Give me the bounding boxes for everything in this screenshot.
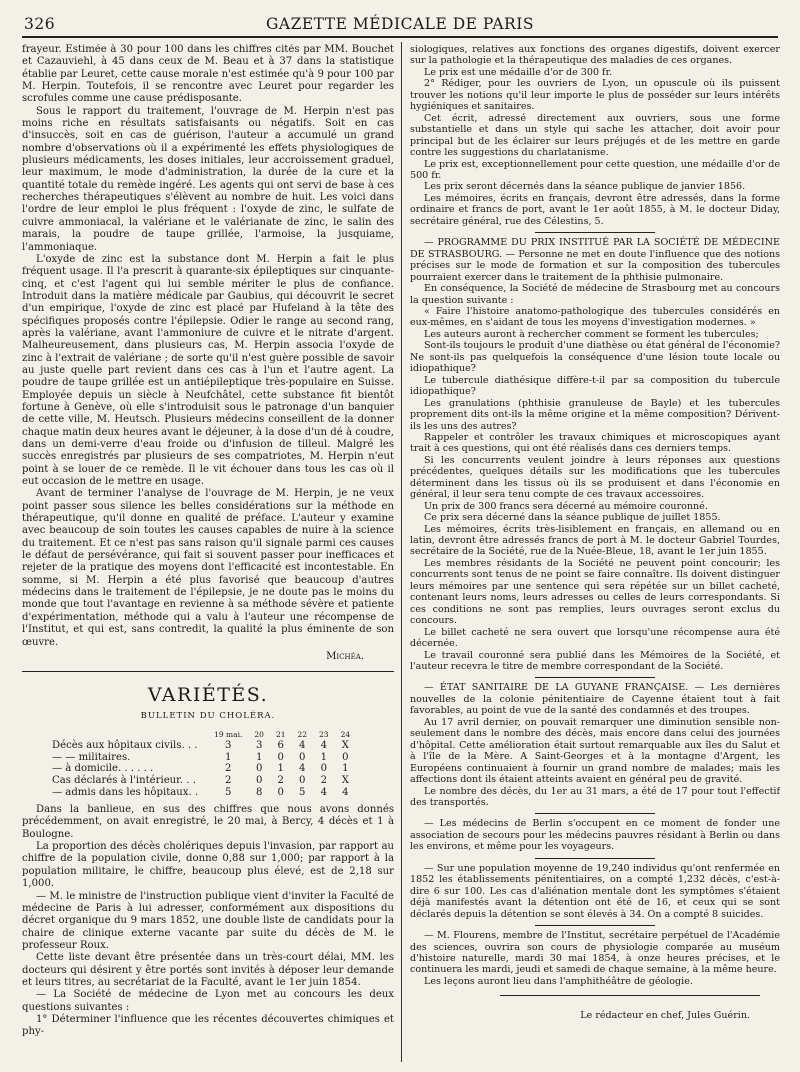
paragraph: En conséquence, la Société de médecine de Strasbourg met au concours la question suivante : bbox=[410, 283, 780, 306]
table-cell: 2 bbox=[277, 774, 284, 786]
paragraph: Avant de terminer l'analyse de l'ouvrage de M. Herpin, je ne veux point passer sous silence les belles considérations sur la méthode en thérapeutique, qu'il donne en qualité de préface. L'auteur y examine avec beaucoup de soin toutes les causes capables de nuire à la science du traitement. Et ce n'est pas sans raison qu'il signale parmi ces causes le défaut de persévérance, qui fait si souvent passer pour inefficaces et rejeter de la pratique des moyens dont l'efficacité est incontestable. En somme, si M. Herpin a été plus favorisé que beaucoup d'autres médecins dans le traitement de l'épilepsie, je ne doute pas le moins du monde que tout l'avantage en revienne à sa méthode sévère et patiente d'expérimentation, méthode qui a valu à l'auteur une récompense de l'Institut, et qui est, sans contredit, la qualité la plus éminente de son œuvre. bbox=[22, 488, 394, 648]
paragraph: — M. Flourens, membre de l'Institut, secrétaire perpétuel de l'Académie des sciences, ouvrira son cours de physiologie comparée au muséum d'histoire naturelle, mardi 30 mai 1854, à onze heures précises, et le continuera les mardi, jeudi et samedi de chaque semaine, à la même heure. bbox=[410, 930, 780, 976]
paragraph: Les mémoires, écrits très-lisiblement en français, en allemand ou en latin, devront être adressés francs de port à M. le docteur Gabriel Tourdes, secrétaire de la Société, rue de la Nuée-Bleue, 18, avant le 1er juin 1855. bbox=[410, 523, 780, 558]
table-cell: 1 bbox=[277, 763, 284, 775]
cholera-table bbox=[52, 729, 356, 799]
table-cell: 2 bbox=[320, 774, 328, 786]
paragraph: Sous le rapport du traitement, l'ouvrage de M. Herpin n'est pas moins riche en résultats satisfaisants ou négatifs. Soit en cas d'insuccès, soit en cas de guérison, l'auteur a accumulé un grand nombre d'observations où il a expérimenté les effets physiologiques de plusieurs médicaments, les doses initiales, leur accroissement graduel, leur maximum, le mode d'administration, la durée de la cure et la quantité totale du remède ingéré. Les agents qui ont servi de base à ces recherches thérapeutiques s'élèvent au nombre de huit. Les voici dans l'ordre de leur emploi le plus fréquent : l'oxyde de zinc, le sulfate de cuivre ammoniacal, la valériane et le valérianate de zinc, le salin des marais, la poudre de taupe grillée, l'armoise, la jusquiame, l'ammoniaque. bbox=[22, 105, 394, 253]
cholera-column-header: 19 mai. bbox=[214, 729, 243, 739]
paragraph: Ce prix sera décerné dans la séance publique de juillet 1855. bbox=[424, 512, 721, 524]
editor-rule bbox=[500, 995, 760, 996]
varietes-heading: VARIÉTÉS. bbox=[147, 684, 269, 707]
table-cell: 3 bbox=[255, 740, 263, 752]
short-rule bbox=[535, 232, 655, 233]
table-cell: 0 bbox=[320, 763, 328, 775]
short-rule bbox=[535, 813, 655, 814]
journal-title: GAZETTE MÉDICALE DE PARIS bbox=[266, 15, 534, 33]
table-cell: 5 bbox=[299, 786, 306, 798]
paragraph: Le travail couronné sera publié dans les Mémoires de la Société, et l'auteur recevra le titre de membre correspondant de la Société. bbox=[410, 649, 780, 673]
paragraph: — La Société de médecine de Lyon met au concours les deux questions suivantes : bbox=[22, 989, 394, 1013]
paragraph: Cet écrit, adressé directement aux ouvriers, sous une forme substantielle et dans un style qui sache les attacher, doit avoir pour principal but de les éclairer sur leurs préjugés et de les mettre en garde contre les suggestions du charlatanisme. bbox=[410, 112, 780, 159]
paragraph: — ÉTAT SANITAIRE DE LA GUYANE FRANÇAISE. — Les dernières nouvelles de la colonie pénitentiaire de Cayenne étaient tout à fait favorables, au point de vue de la santé des condamnés et des troupes. bbox=[410, 682, 780, 717]
article-herpin-review bbox=[22, 44, 394, 649]
paragraph: Sont-ils toujours le produit d'une diathèse ou état général de l'économie? Ne sont-ils pas quelquefois la conséquence d'une lésion toute locale ou idiopathique? bbox=[410, 340, 780, 375]
row-label: — à domicile. . . . . . bbox=[52, 763, 154, 775]
cholera-column-header: 21 bbox=[275, 729, 286, 739]
paragraph: Le prix est une médaille d'or de 300 fr. bbox=[424, 66, 613, 78]
paragraph: Le tubercule diathésique diffère-t-il par sa composition du tubercule idiopathique? bbox=[410, 374, 780, 398]
paragraph: siologiques, relatives aux fonctions des organes digestifs, doivent exercer sur la pathologie et la thérapeutique des maladies de ces organes. bbox=[410, 44, 780, 67]
table-row bbox=[52, 787, 356, 799]
paragraph: Un prix de 300 francs sera décerné au mémoire couronné. bbox=[424, 500, 708, 512]
cholera-column-header: 23 bbox=[319, 729, 329, 739]
table-cell: 4 bbox=[320, 740, 328, 752]
paragraph: Les membres résidants de la Société ne peuvent point concourir; les concurrents sont tenus de ne point se faire connaître. Ils doivent distinguer leurs mémoires par une sentence qui sera répétée sur un billet cacheté, contenant leurs noms, leurs adresses ou celles de leurs correspondants. Si ces conditions ne sont pas remplies, leurs ouvrages seront exclus du concours. bbox=[410, 557, 780, 627]
short-rule bbox=[535, 925, 655, 926]
paragraph: La proportion des décès cholériques depuis l'invasion, par rapport au chiffre de la population civile, donne 0,88 sur 1,000; par rapport à la population militaire, le chiffre, beaucoup plus élevé, est de 2,18 sur 1,000. bbox=[22, 841, 394, 890]
paragraph: Si les concurrents veulent joindre à leurs réponses aux questions précédentes, quelques détails sur les modifications que les tubercules déterminent dans les tissus où ils se produisent et dans l'économie en général, il leur sera tenu compte de ces travaux accessoires. bbox=[410, 454, 780, 501]
table-cell: 0 bbox=[299, 774, 306, 786]
row-label: — admis dans les hôpitaux. . bbox=[52, 786, 199, 798]
paragraph: frayeur. Estimée à 30 pour 100 dans les chiffres cités par MM. Bouchet et Cazauviehl, à 45 dans ceux de M. Beau et à 37 dans la statistique établie par Leuret, cette cause morale n'est estimée qu'à 9 pour 100 par M. Herpin. Toutefois, il se rencontre avec Leuret pour regarder les scrofules comme une cause prédisposante. bbox=[22, 44, 394, 105]
short-rule bbox=[535, 677, 655, 678]
row-label: — — militaires. bbox=[52, 751, 131, 763]
strasbourg-program bbox=[410, 237, 780, 672]
column-divider bbox=[401, 42, 402, 1062]
paragraph: Le nombre des décès, du 1er au 31 mars, a été de 17 pour tout l'effectif des transportés. bbox=[410, 785, 780, 808]
paragraph: « Faire l'histoire anatomo-pathologique des tubercules considérés en eux-mêmes, en s'aidant de tous les moyens d'investigation modernes. » bbox=[410, 305, 780, 329]
short-rule bbox=[535, 858, 655, 859]
table-cell: 1 bbox=[255, 751, 263, 763]
table-cell: 3 bbox=[225, 740, 232, 752]
table-cell: 0 bbox=[299, 751, 306, 763]
bulletin-heading: BULLETIN DU CHOLÉRA. bbox=[140, 711, 276, 722]
varietes-news bbox=[22, 804, 394, 1039]
editor-signature: Le rédacteur en chef, Jules Guérin. bbox=[580, 1010, 750, 1022]
row-label: Cas déclarés à l'intérieur. . . bbox=[52, 774, 196, 786]
table-cell: 0 bbox=[255, 763, 263, 775]
table-cell: 5 bbox=[225, 786, 232, 798]
paragraph: Au 17 avril dernier, on pouvait remarquer une diminution sensible non-seulement dans le nombre des décès, mais encore dans celui des journées d'hôpital. Cette amélioration était surtout remarquable aux îles du Salut et à l'île de la Mère. A Saint-Georges et à la montagne d'Argent, les Européens continuaient à fournir un grand nombre de malades; mais les affections dont ils étaient atteints avaient en général peu de gravité. bbox=[410, 716, 780, 786]
author-signature: Michéa. bbox=[326, 650, 364, 662]
table-cell: 0 bbox=[342, 751, 349, 763]
paragraph: Le prix est, exceptionnellement pour cette question, une médaille d'or de 500 fr. bbox=[410, 158, 780, 181]
paragraph: Les granulations (phthisie granuleuse de Bayle) et les tubercules proprement dits ont-ils la même origine et la même composition? Dérivent-ils les uns des autres? bbox=[410, 397, 780, 432]
paragraph: Les auteurs auront à rechercher comment se forment les tubercules; bbox=[424, 328, 759, 340]
table-cell: 0 bbox=[255, 774, 263, 786]
paragraph: Les mémoires, écrits en français, devront être adressés, dans la forme ordinaire et francs de port, avant le 1er août 1855, à M. le docteur Diday, secrétaire général, rue des Célestins, 5. bbox=[410, 192, 780, 227]
lyon-competition bbox=[410, 44, 780, 227]
paragraph: Cette liste devant être présentée dans un très-court délai, MM. les docteurs qui désirent y être portés sont invités à déposer leur demande et leurs titres, au secrétariat de la Faculté, avant le 1er juin 1854. bbox=[22, 952, 394, 988]
table-cell: 4 bbox=[299, 763, 306, 775]
paragraph: — PROGRAMME DU PRIX INSTITUÉ PAR LA SOCIÉTÉ DE MÉDECINE DE STRASBOURG. — Personne ne met en doute l'influence que des notions précises sur le mode de formation et sur la composition des tubercules pourraient exercer dans le traitement de la phthisie pulmonaire. bbox=[410, 237, 780, 283]
cholera-table-header bbox=[52, 729, 356, 741]
flourens-course bbox=[410, 930, 780, 987]
table-row bbox=[52, 740, 356, 752]
guyane-health bbox=[410, 682, 780, 808]
paragraph: Le billet cacheté ne sera ouvert que lorsqu'une récompense aura été décernée. bbox=[410, 626, 780, 650]
cholera-column-header: 20 bbox=[254, 729, 264, 739]
paragraph: L'oxyde de zinc est la substance dont M. Herpin a fait le plus fréquent usage. Il l'a prescrit à quarante-six épileptiques sur cinquante-cinq, et c'est l'agent qui lui semble mériter le plus de confiance. Introduit dans la matière médicale par Gaubius, qui découvrit le secret d'un empirique, l'oxyde de zinc est placé par Hufeland à la tête des spécifiques proposés contre l'épilepsie. Odier le range au second rang, après la valériane, avant l'ammoniure de cuivre et le nitrate d'argent. Malheureusement, dans plusieurs cas, M. Herpin associa l'oxyde de zinc à l'extrait de valériane ; de sorte qu'il n'est guère possible de savoir au juste quelle part revient dans ces cas à l'un et l'autre agent. La poudre de taupe grillée est un antiépileptique très-populaire en Suisse. Employée depuis un siècle à Neufchâtel, cette substance fit bientôt fortune à Genève, où elle s'introduisit sous le patronage d'un banquier de cette ville, M. Heutsch. Plusieurs médecins conseillent de la donner chaque matin deux heures avant le déjeuner, à la dose d'un dé à coudre, dans un demi-verre d'eau froide ou d'infusion de tilleul. Malgré les succès enregistrés par plusieurs de ses compatriotes, M. Herpin n'eut point à se louer de ce remède. Il le vit échouer dans tous les cas où il eut occasion de le mettre en usage. bbox=[22, 253, 394, 488]
table-cell: X bbox=[341, 740, 349, 752]
table-cell: 0 bbox=[277, 751, 284, 763]
page-number: 326 bbox=[24, 15, 56, 33]
cholera-column-header: 22 bbox=[297, 729, 308, 739]
table-cell: 4 bbox=[342, 786, 349, 798]
table-cell: 0 bbox=[277, 786, 284, 798]
penitentiary-stats bbox=[410, 863, 780, 920]
berlin-association bbox=[410, 818, 780, 852]
paragraph: Les prix seront décernés dans la séance publique de janvier 1856. bbox=[424, 181, 746, 193]
right-column bbox=[410, 44, 780, 1064]
paragraph: 1° Déterminer l'influence que les récentes découvertes chimiques et phy- bbox=[22, 1013, 394, 1038]
left-column bbox=[22, 44, 394, 1064]
table-cell: 1 bbox=[225, 751, 232, 763]
table-cell: 2 bbox=[225, 763, 232, 775]
cholera-column-header: 24 bbox=[340, 729, 351, 739]
paragraph: Dans la banlieue, en sus des chiffres que nous avons donnés précédemment, on avait enregistré, le 20 mai, à Bercy, 4 décès et 1 à Boulogne. bbox=[22, 804, 394, 840]
table-row bbox=[52, 775, 356, 787]
table-cell: 1 bbox=[320, 751, 328, 763]
paragraph: — Les médecins de Berlin s'occupent en ce moment de fonder une association de secours pour les médecins pauvres résidant à Berlin ou dans les environs, et même pour les voyageurs. bbox=[410, 818, 780, 853]
table-cell: 4 bbox=[299, 740, 306, 752]
paragraph: — Sur une population moyenne de 19,240 individus qu'ont renfermée en 1852 les établissements pénitentiaires, on a compté 1,232 décès, c'est-à-dire 6 sur 100. Les cas d'aliénation mentale dont les symptômes s'étaient déjà manifestés avant la détention ont été de 16, et ceux qui se sont déclarés depuis la détention se sont élevés à 34. On a compté 8 suicides. bbox=[410, 862, 780, 920]
paragraph: — M. le ministre de l'instruction publique vient d'inviter la Faculté de médecine de Paris à lui adresser, conformément aux dispositions du décret organique du 9 mars 1852, une double liste de candidats pour la chaire de clinique externe vacante par suite du décès de M. le professeur Roux. bbox=[22, 890, 394, 951]
page-header bbox=[22, 14, 778, 38]
table-cell: X bbox=[341, 774, 349, 786]
row-label: Décès aux hôpitaux civils. . . bbox=[52, 740, 198, 752]
table-cell: 4 bbox=[320, 786, 328, 798]
table-row bbox=[52, 763, 356, 775]
table-cell: 6 bbox=[277, 740, 284, 752]
table-cell: 1 bbox=[342, 763, 349, 775]
table-row bbox=[52, 752, 356, 764]
table-cell: 8 bbox=[255, 786, 263, 798]
paragraph: Les leçons auront lieu dans l'amphithéâtre de géologie. bbox=[424, 975, 693, 987]
paragraph: Rappeler et contrôler les travaux chimiques et microscopiques ayant trait à ces questions, qui ont été réalisés dans ces derniers temps. bbox=[410, 431, 780, 455]
paragraph: 2° Rédiger, pour les ouvriers de Lyon, un opuscule où ils puissent trouver les notions qu'il leur importe le plus de posséder sur leurs intérêts hygiéniques et sanitaires. bbox=[410, 78, 780, 113]
section-divider bbox=[22, 671, 394, 672]
table-cell: 2 bbox=[225, 774, 232, 786]
